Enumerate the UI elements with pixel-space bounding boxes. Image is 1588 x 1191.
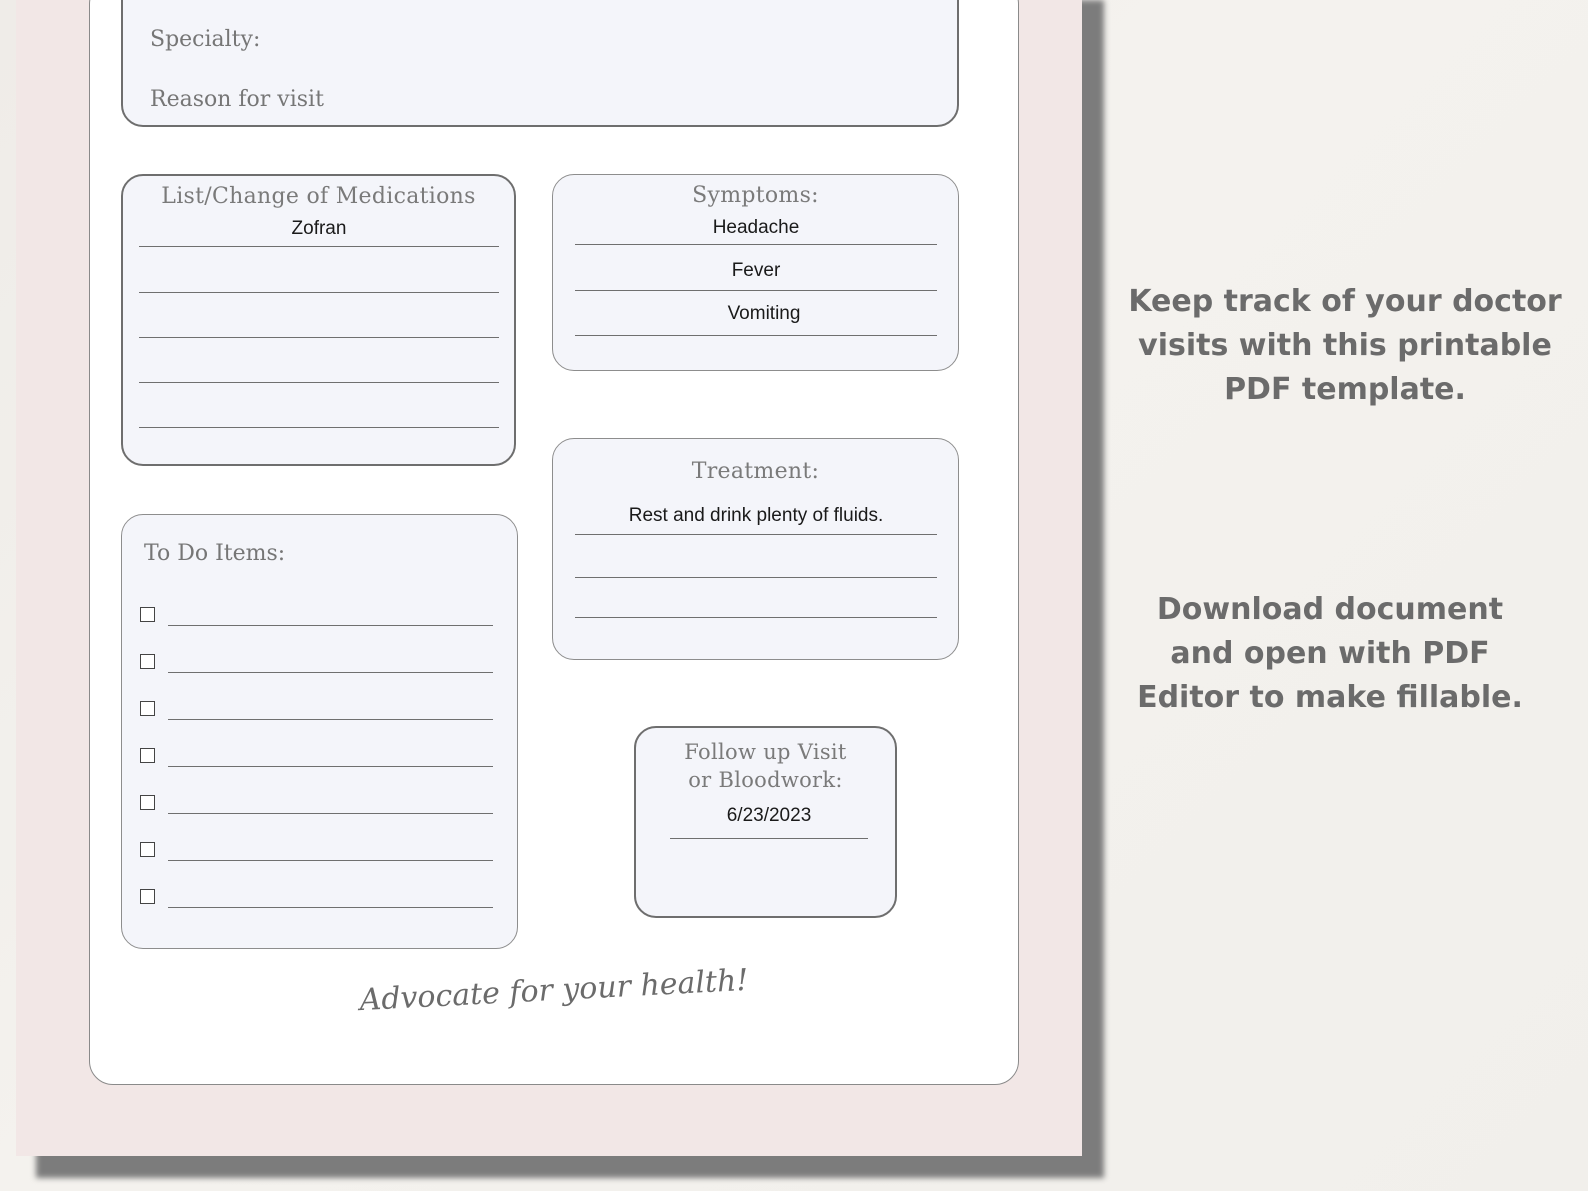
- todo-line[interactable]: [168, 719, 493, 720]
- specialty-label: Specialty:: [150, 27, 261, 52]
- medication-line: [139, 427, 499, 428]
- follow-up-date[interactable]: 6/23/2023: [726, 805, 812, 826]
- symptom-entry[interactable]: Fever: [731, 260, 781, 281]
- todo-checkbox[interactable]: [140, 889, 155, 904]
- todo-line[interactable]: [168, 907, 493, 908]
- symptom-entry[interactable]: Headache: [712, 217, 800, 238]
- symptoms-title: Symptoms:: [692, 183, 819, 208]
- reason-for-visit-label: Reason for visit: [150, 87, 324, 112]
- medication-line: [139, 246, 499, 247]
- todo-box: [121, 514, 518, 949]
- follow-up-title-line1: Follow up Visit: [684, 740, 847, 764]
- todo-checkbox[interactable]: [140, 795, 155, 810]
- todo-line[interactable]: [168, 813, 493, 814]
- todo-line[interactable]: [168, 672, 493, 673]
- treatment-entry[interactable]: Rest and drink plenty of fluids.: [628, 505, 884, 526]
- treatment-title: Treatment:: [691, 459, 820, 484]
- symptoms-box: [552, 174, 959, 371]
- promo-text-1: Keep track of your doctor visits with this printable PDF template.: [1128, 284, 1562, 407]
- todo-title: To Do Items:: [144, 541, 286, 566]
- visit-info-box: [121, 0, 959, 127]
- todo-line[interactable]: [168, 625, 493, 626]
- medication-line: [139, 337, 499, 338]
- follow-up-title-line2: or Bloodwork:: [688, 768, 843, 792]
- medications-title: List/Change of Medications: [161, 184, 476, 209]
- medication-entry[interactable]: Zofran: [291, 218, 347, 239]
- symptom-line: [575, 335, 937, 336]
- todo-line[interactable]: [168, 860, 493, 861]
- todo-checkbox[interactable]: [140, 607, 155, 622]
- medication-line: [139, 382, 499, 383]
- promo-text-2: Download document and open with PDF Editor to make fillable.: [1137, 592, 1523, 715]
- tagline: Advocate for your health!: [358, 962, 750, 1019]
- symptom-entry[interactable]: Vomiting: [727, 303, 801, 324]
- todo-line[interactable]: [168, 766, 493, 767]
- medications-box: [121, 174, 516, 466]
- todo-checkbox[interactable]: [140, 654, 155, 669]
- medication-line: [139, 292, 499, 293]
- todo-checkbox[interactable]: [140, 748, 155, 763]
- follow-up-line: [670, 838, 868, 839]
- template-page: [89, 0, 1019, 1085]
- todo-checkbox[interactable]: [140, 701, 155, 716]
- todo-checkbox[interactable]: [140, 842, 155, 857]
- treatment-line: [575, 577, 937, 578]
- follow-up-box: [634, 726, 897, 918]
- treatment-line: [575, 617, 937, 618]
- symptom-line: [575, 290, 937, 291]
- treatment-line: [575, 534, 937, 535]
- treatment-box: [552, 438, 959, 660]
- symptom-line: [575, 244, 937, 245]
